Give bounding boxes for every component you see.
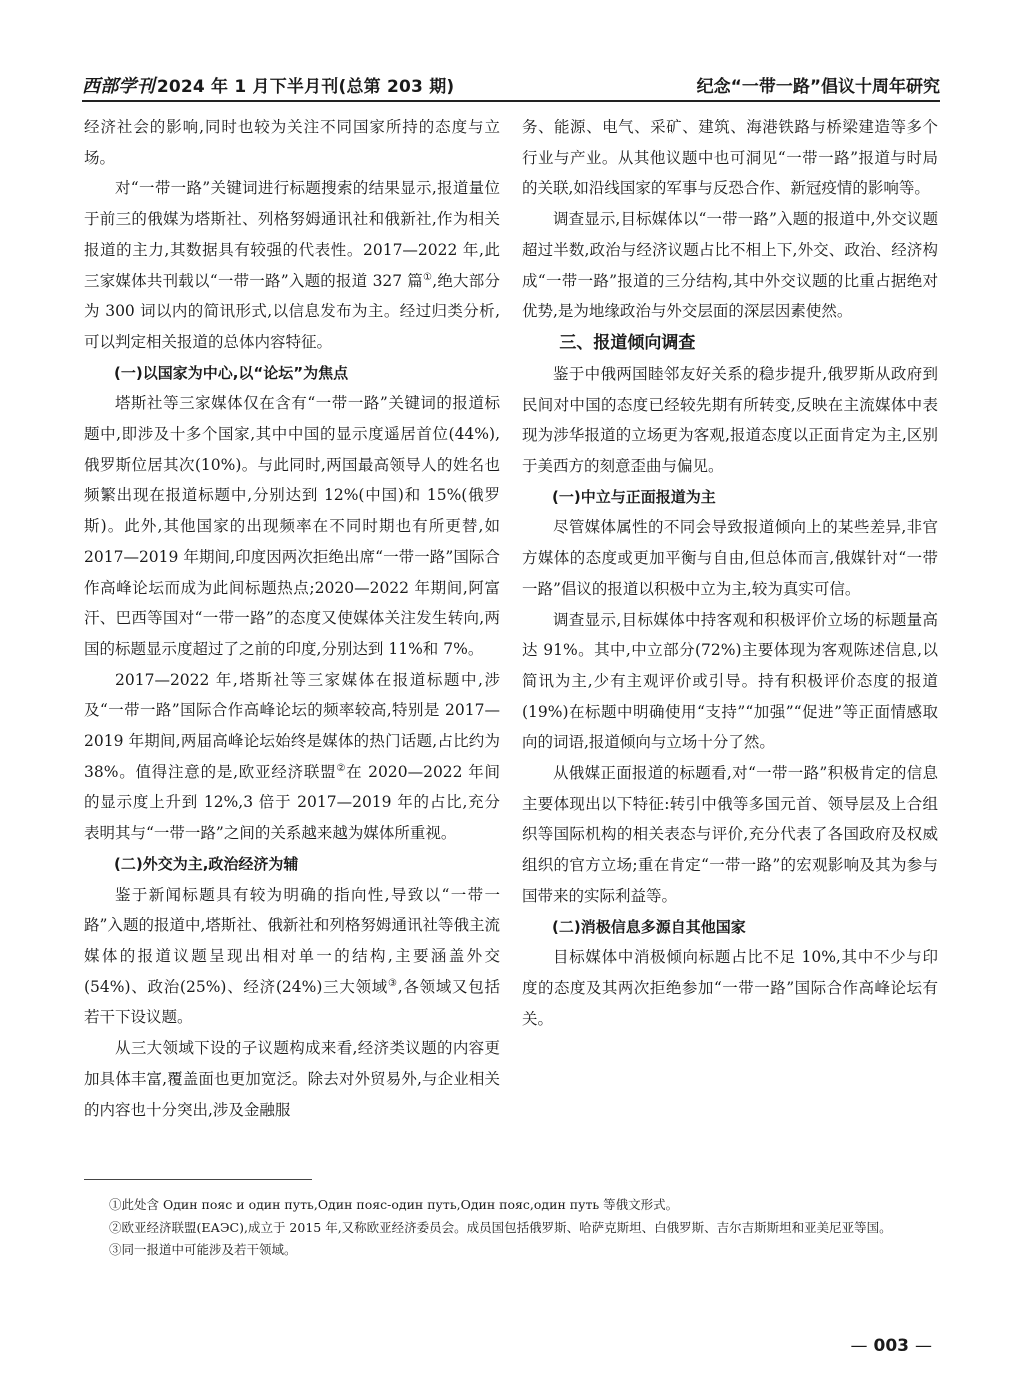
paragraph: 调查显示,目标媒体中持客观和积极评价立场的标题量高达 91%。其中,中立部分(72%)主要体现为客观陈述信息,以简讯为主,少有主观评价或引导。持有积极评价态度的报道(19%)在标题中明确使用“支持”“加强”“促进”等正面情感取向的词语,报道倾向与立场十分了然。 [522,610,938,752]
paragraph: 鉴于中俄两国睦邻友好关系的稳步提升,俄罗斯从政府到民间对中国的态度已经较先期有所转变,反映在主流媒体中表现为涉华报道的立场更为客观,报道态度以正面肯定为主,区别于美西方的刻意歪曲与偏见。 [522,364,938,476]
dash-decoration: — [850,1336,868,1356]
subsection-heading: (二)外交为主,政治经济为辅 [114,854,299,873]
subsection-heading: (一)中立与正面报道为主 [552,487,716,506]
footnote-ref-1: ① [423,271,433,283]
page-number: — 003 — [850,1336,932,1356]
issue-info: 2024 年 1 月下半月刊(总第 203 期) [156,77,455,97]
paragraph: 调查显示,目标媒体以“一带一路”入题的报道中,外交议题超过半数,政治与经济议题占比不相上下,外交、政治、经济构成“一带一路”报道的三分结构,其中外交议题的比重占据绝对优势,是为地缘政治与外交层面的深层因素使然。 [522,210,938,321]
footnote-ref-3: ③ [388,977,398,989]
paragraph: 目标媒体中消极倾向标题占比不足 10%,其中不少与印度的态度及其两次拒绝参加“一带一路”国际合作高峰论坛有关。 [522,948,938,1028]
footnote-2: ②欧亚经济联盟(ЕАЭС),成立于 2015 年,又称欧亚经济委员会。成员国包括俄罗斯、哈萨克斯坦、白俄罗斯、吉尔吉斯斯坦和亚美尼亚等国。 [109,1219,892,1235]
paragraph: 经济社会的影响,同时也较为关注不同国家所持的态度与立场。 [84,118,500,167]
subsection-heading: (一)以国家为中心,以“论坛”为焦点 [114,363,349,382]
paragraph: 尽管媒体属性的不同会导致报道倾向上的某些差异,非官方媒体的态度或更加平衡与自由,但总体而言,俄媒针对“一带一路”倡议的报道以积极中立为主,较为真实可信。 [522,518,938,598]
footnote-ref-2: ② [336,762,347,774]
journal-logo: 西部学刊 [82,76,155,97]
footnote-3: ③同一报道中可能涉及若干领域。 [109,1242,297,1257]
right-column [522,112,938,1034]
footnote-1: ①此处含 Один пояс и один путь,Один пояс-один путь,Один пояс,один путь 等俄文形式。 [109,1197,679,1212]
running-header [82,68,940,102]
paragraph: 从俄媒正面报道的标题看,对“一带一路”积极肯定的信息主要体现出以下特征:转引中俄等多国元首、领导层及上合组织等国际机构的相关表态与评价,充分代表了各国政府及权威组织的官方立场;重在肯定“一带一路”的宏观影响及其为参与国带来的实际利益等。 [522,764,938,905]
paragraph: 对“一带一路”关键词进行标题搜索的结果显示,报道量位于前三的俄媒为塔斯社、列格努姆通讯社和俄新社,作为相关报道的主力,其数据具有较强的代表性。2017—2022 年,此三家媒体共刊载以“一带一路”入题的报道 327 篇①,绝大部分为 300 词以内的简讯形式,以信息发布为主。经过归类分析,可以判定相关报道的总体内容特征。 [84,179,500,351]
subsection-heading: (二)消极信息多源自其他国家 [552,917,746,936]
column-title: 纪念“一带一路”倡议十周年研究 [696,77,940,97]
footnote-divider [84,1179,312,1180]
paragraph: 塔斯社等三家媒体仅在含有“一带一路”关键词的报道标题中,即涉及十多个国家,其中中国的显示度遥居首位(44%),俄罗斯位居其次(10%)。与此同时,两国最高领导人的姓名也频繁出现在报道标题中,分别达到 12%(中国)和 15%(俄罗斯)。此外,其他国家的出现频率在不同时期也有所更替,如 2017—2019 年期间,印度因两次拒绝出席“一带一路”国际合作高峰论坛而成为此间标题热点;2020—2022 年期间,阿富汗、巴西等国对“一带一路”的态度又使媒体关注发生转向,两国的标题显示度超过了之前的印度,分别达到 11%和 7%。 [84,394,500,658]
paragraph: 鉴于新闻标题具有较为明确的指向性,导致以“一带一路”入题的报道中,塔斯社、俄新社和列格努姆通讯社等俄主流媒体的报道议题呈现出相对单一的结构,主要涵盖外交(54%)、政治(25%)、经济(24%)三大领域③,各领域又包括若干下设议题。 [84,885,500,1027]
journal-issue-line [82,72,454,98]
paragraph: 2017—2022 年,塔斯社等三家媒体在报道标题中,涉及“一带一路”国际合作高峰论坛的频率较高,特别是 2017—2019 年期间,两届高峰论坛始终是媒体的热门话题,占比约为 38%。值得注意的是,欧亚经济联盟②在 2020—2022 年间的显示度上升到 12%,3 倍于 2017—2019 年的占比,充分表明其与“一带一路”之间的关系越来越为媒体所重视。 [84,670,500,843]
footnotes [84,1194,940,1262]
left-column [84,112,500,1125]
paragraph: 从三大领域下设的子议题构成来看,经济类议题的内容更加具体丰富,覆盖面也更加宽泛。除去对外贸易外,与企业相关的内容也十分突出,涉及金融服 [84,1039,500,1119]
section-heading: 三、报道倾向调查 [559,332,696,353]
dash-decoration: — [915,1336,932,1356]
paragraph: 务、能源、电气、采矿、建筑、海港铁路与桥梁建造等多个行业与产业。从其他议题中也可洞见“一带一路”报道与时局的关联,如沿线国家的军事与反恐合作、新冠疫情的影响等。 [522,118,938,198]
